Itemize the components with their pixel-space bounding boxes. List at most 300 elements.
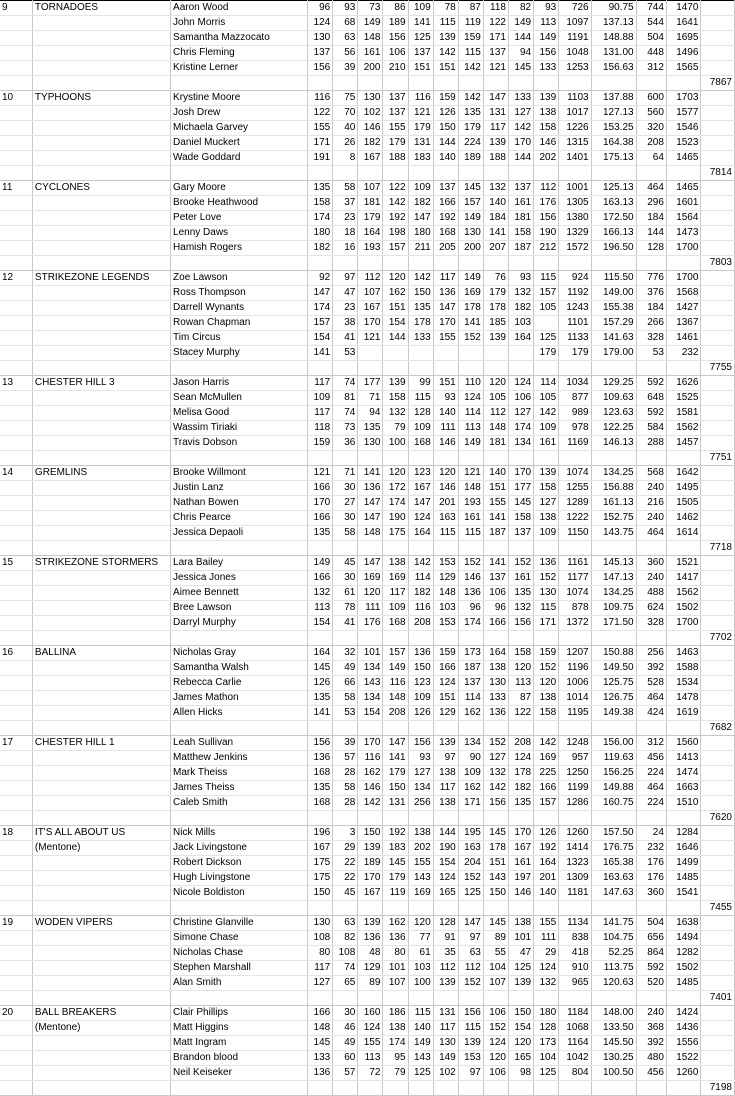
stat-cell: 151 <box>483 481 508 496</box>
team-total-cell <box>701 31 735 46</box>
stat-cell: 152 <box>458 871 483 886</box>
stat-cell: 139 <box>358 841 383 856</box>
stat-cell: 176 <box>636 871 666 886</box>
stat-cell: 161 <box>508 571 533 586</box>
stat-cell: 157.29 <box>591 316 636 331</box>
team-total-cell <box>701 646 735 661</box>
stat-cell: 152.75 <box>591 511 636 526</box>
empty-cell <box>433 631 458 646</box>
stat-cell: 127 <box>508 106 533 121</box>
stat-cell: 107 <box>383 976 408 991</box>
empty-cell <box>32 1081 170 1096</box>
stat-cell: 225 <box>534 766 559 781</box>
stat-cell: 266 <box>636 316 666 331</box>
stat-cell: 109 <box>458 766 483 781</box>
stat-cell: 910 <box>559 961 591 976</box>
stat-cell: 120 <box>383 466 408 481</box>
empty-cell <box>458 991 483 1006</box>
stat-cell: 98 <box>508 1066 533 1081</box>
stat-cell: 150 <box>358 826 383 841</box>
stat-cell: 147 <box>383 736 408 751</box>
team-rank <box>0 586 32 601</box>
stat-cell: 131 <box>383 796 408 811</box>
player-row <box>0 946 735 961</box>
team-total-cell <box>701 1021 735 1036</box>
empty-cell <box>534 631 559 646</box>
stat-cell: 115.50 <box>591 271 636 286</box>
stat-cell: 163.13 <box>591 196 636 211</box>
stat-cell: 1541 <box>666 886 701 901</box>
team-sub <box>32 691 170 706</box>
stat-cell: 170 <box>508 466 533 481</box>
empty-cell <box>408 901 433 916</box>
team-name: BALL BREAKERS <box>32 1006 170 1021</box>
player-name: Matt Ingram <box>171 1036 308 1051</box>
stat-cell: 109 <box>408 1 433 16</box>
empty-cell <box>308 901 333 916</box>
stat-cell: 28 <box>333 796 358 811</box>
stat-cell: 139 <box>358 916 383 931</box>
empty-cell <box>458 631 483 646</box>
stat-cell: 1184 <box>559 1006 591 1021</box>
stat-cell: 39 <box>333 736 358 751</box>
empty-cell <box>591 541 636 556</box>
team-rank <box>0 796 32 811</box>
stat-cell: 179 <box>483 286 508 301</box>
stat-cell: 182 <box>408 196 433 211</box>
stat-cell: 1097 <box>559 16 591 31</box>
empty-cell <box>666 631 701 646</box>
stat-cell: 464 <box>636 181 666 196</box>
stat-cell: 136 <box>458 586 483 601</box>
stat-cell: 1042 <box>559 1051 591 1066</box>
empty-cell <box>433 541 458 556</box>
team-total-cell <box>701 121 735 136</box>
empty-cell <box>666 76 701 91</box>
stat-cell: 156 <box>383 31 408 46</box>
stat-cell: 1534 <box>666 676 701 691</box>
player-name: Krystine Moore <box>171 91 308 106</box>
team-total: 7455 <box>701 901 735 916</box>
stat-cell: 139 <box>458 1036 483 1051</box>
stat-cell: 164 <box>534 856 559 871</box>
empty-cell <box>308 1081 333 1096</box>
stat-cell: 122 <box>508 706 533 721</box>
stat-cell: 90.75 <box>591 1 636 16</box>
empty-cell <box>383 166 408 181</box>
stat-cell: 102 <box>358 106 383 121</box>
stat-cell: 153 <box>433 556 458 571</box>
stat-cell: 124 <box>308 16 333 31</box>
player-name: Wassim Tiriaki <box>171 421 308 436</box>
empty-cell <box>483 541 508 556</box>
team-rank <box>0 31 32 46</box>
stat-cell: 101 <box>358 646 383 661</box>
stat-cell: 109.63 <box>591 391 636 406</box>
stat-cell: 137 <box>383 106 408 121</box>
player-name: Jack Livingstone <box>171 841 308 856</box>
team-rank <box>0 616 32 631</box>
stat-cell: 77 <box>408 931 433 946</box>
stat-cell: 168 <box>433 226 458 241</box>
stat-cell: 448 <box>636 46 666 61</box>
stat-cell: 117 <box>433 1021 458 1036</box>
stat-cell: 157 <box>383 646 408 661</box>
stat-cell: 120 <box>534 676 559 691</box>
stat-cell: 105 <box>534 301 559 316</box>
stat-cell: 204 <box>458 856 483 871</box>
empty-cell <box>458 166 483 181</box>
stat-cell: 171 <box>458 796 483 811</box>
stat-cell: 63 <box>333 916 358 931</box>
stat-cell: 174 <box>383 1036 408 1051</box>
stat-cell: 3 <box>333 826 358 841</box>
team-total-cell <box>701 91 735 106</box>
empty-cell <box>559 256 591 271</box>
stat-cell: 1286 <box>559 796 591 811</box>
empty-cell <box>534 166 559 181</box>
stat-cell: 179 <box>458 121 483 136</box>
team-total: 7198 <box>701 1081 735 1096</box>
stat-cell: 148 <box>383 691 408 706</box>
empty-cell <box>534 811 559 826</box>
stat-cell: 106 <box>483 1066 508 1081</box>
empty-cell <box>383 541 408 556</box>
stat-cell: 179 <box>559 346 591 361</box>
stat-cell: 456 <box>636 751 666 766</box>
stat-cell: 112 <box>433 961 458 976</box>
standings-body <box>0 1 735 1096</box>
stat-cell: 134.25 <box>591 586 636 601</box>
stat-cell: 97 <box>433 751 458 766</box>
empty-cell <box>666 541 701 556</box>
stat-cell: 193 <box>458 496 483 511</box>
stat-cell: 120 <box>433 466 458 481</box>
empty-cell <box>666 1081 701 1096</box>
player-row <box>0 91 735 106</box>
player-row <box>0 601 735 616</box>
stat-cell: 207 <box>483 241 508 256</box>
team-sub <box>32 31 170 46</box>
stat-cell: 1485 <box>666 871 701 886</box>
stat-cell: 120 <box>508 661 533 676</box>
stat-cell: 120 <box>483 376 508 391</box>
stat-cell: 600 <box>636 91 666 106</box>
stat-cell: 122 <box>483 16 508 31</box>
stat-cell: 93 <box>408 751 433 766</box>
team-rank <box>0 886 32 901</box>
empty-cell <box>308 76 333 91</box>
empty-cell <box>666 361 701 376</box>
empty-cell <box>171 631 308 646</box>
empty-cell <box>408 811 433 826</box>
player-name: Christine Glanville <box>171 916 308 931</box>
empty-cell <box>433 256 458 271</box>
stat-cell: 224 <box>636 766 666 781</box>
stat-cell: 124 <box>408 511 433 526</box>
stat-cell: 70 <box>333 106 358 121</box>
stat-cell: 140 <box>433 151 458 166</box>
empty-cell <box>383 361 408 376</box>
empty-cell <box>433 451 458 466</box>
stat-cell: 124 <box>508 376 533 391</box>
stat-cell: 30 <box>333 1006 358 1021</box>
stat-cell: 141 <box>483 556 508 571</box>
stat-cell: 128 <box>636 241 666 256</box>
stat-cell: 183 <box>408 151 433 166</box>
empty-cell <box>0 166 32 181</box>
stat-cell: 864 <box>636 946 666 961</box>
empty-cell <box>559 901 591 916</box>
stat-cell: 124 <box>458 391 483 406</box>
stat-cell: 122 <box>383 181 408 196</box>
player-name: James Theiss <box>171 781 308 796</box>
stat-cell: 142 <box>508 121 533 136</box>
empty-cell <box>333 166 358 181</box>
stat-cell: 138 <box>534 691 559 706</box>
team-total-row <box>0 361 735 376</box>
team-rank: 11 <box>0 181 32 196</box>
empty-cell <box>308 541 333 556</box>
stat-cell: 169 <box>458 286 483 301</box>
empty-cell <box>408 76 433 91</box>
stat-cell: 464 <box>636 781 666 796</box>
player-row <box>0 1006 735 1021</box>
stat-cell: 177 <box>508 481 533 496</box>
stat-cell: 122.25 <box>591 421 636 436</box>
stat-cell: 142 <box>534 406 559 421</box>
stat-cell: 94 <box>508 46 533 61</box>
stat-cell: 149 <box>508 16 533 31</box>
empty-cell <box>483 631 508 646</box>
team-total-cell <box>701 376 735 391</box>
stat-cell: 164.38 <box>591 136 636 151</box>
stat-cell: 133.50 <box>591 1021 636 1036</box>
team-total-cell <box>701 526 735 541</box>
empty-cell <box>534 721 559 736</box>
empty-cell <box>483 1081 508 1096</box>
stat-cell: 1474 <box>666 766 701 781</box>
stat-cell: 179 <box>383 136 408 151</box>
team-total-cell <box>701 436 735 451</box>
stat-cell: 181 <box>508 211 533 226</box>
player-name: Bree Lawson <box>171 601 308 616</box>
stat-cell: 168 <box>308 766 333 781</box>
empty-cell <box>591 166 636 181</box>
stat-cell: 118 <box>308 421 333 436</box>
stat-cell: 171 <box>308 136 333 151</box>
empty-cell <box>591 811 636 826</box>
empty-cell <box>636 361 666 376</box>
player-row <box>0 571 735 586</box>
team-sub <box>32 406 170 421</box>
team-total-cell <box>701 481 735 496</box>
stat-cell: 36 <box>333 436 358 451</box>
empty-cell <box>508 256 533 271</box>
player-name: Mark Theiss <box>171 766 308 781</box>
stat-cell: 1103 <box>559 91 591 106</box>
stat-cell: 112 <box>358 271 383 286</box>
stat-cell: 1485 <box>666 976 701 991</box>
stat-cell: 189 <box>383 16 408 31</box>
empty-cell <box>32 901 170 916</box>
stat-cell: 23 <box>333 301 358 316</box>
stat-cell: 1700 <box>666 616 701 631</box>
team-sub <box>32 211 170 226</box>
stat-cell: 125.13 <box>591 181 636 196</box>
stat-cell: 1164 <box>559 1036 591 1051</box>
stat-cell: 141.63 <box>591 331 636 346</box>
player-row <box>0 1036 735 1051</box>
team-total-row <box>0 811 735 826</box>
team-sub <box>32 196 170 211</box>
stat-cell: 624 <box>636 601 666 616</box>
stat-cell: 73 <box>333 421 358 436</box>
stat-cell: 152 <box>483 736 508 751</box>
stat-cell: 1017 <box>559 106 591 121</box>
stat-cell: 184 <box>483 211 508 226</box>
stat-cell: 156.63 <box>591 61 636 76</box>
stat-cell: 1413 <box>666 751 701 766</box>
team-rank <box>0 1021 32 1036</box>
stat-cell: 128 <box>433 916 458 931</box>
stat-cell: 139 <box>534 91 559 106</box>
stat-cell: 72 <box>358 1066 383 1081</box>
stat-cell: 113 <box>458 421 483 436</box>
empty-cell <box>383 811 408 826</box>
team-sub <box>32 976 170 991</box>
stat-cell: 148 <box>308 1021 333 1036</box>
empty-cell <box>508 166 533 181</box>
stat-cell: 182 <box>358 136 383 151</box>
team-total-cell <box>701 211 735 226</box>
stat-cell: 156 <box>483 796 508 811</box>
stat-cell: 55 <box>483 946 508 961</box>
team-rank <box>0 106 32 121</box>
stat-cell: 153 <box>433 616 458 631</box>
stat-cell: 147.63 <box>591 886 636 901</box>
player-name: Hamish Rogers <box>171 241 308 256</box>
team-rank <box>0 1036 32 1051</box>
player-row <box>0 241 735 256</box>
stat-cell: 210 <box>383 61 408 76</box>
team-sub <box>32 436 170 451</box>
stat-cell: 157 <box>458 196 483 211</box>
stat-cell: 1560 <box>666 736 701 751</box>
stat-cell: 1473 <box>666 226 701 241</box>
stat-cell: 155 <box>358 1036 383 1051</box>
empty-cell <box>333 901 358 916</box>
team-total-row <box>0 631 735 646</box>
empty-cell <box>408 361 433 376</box>
empty-cell <box>333 256 358 271</box>
team-sub <box>32 151 170 166</box>
stat-cell: 149 <box>458 436 483 451</box>
stat-cell: 23 <box>333 211 358 226</box>
empty-cell <box>559 631 591 646</box>
stat-cell: 109 <box>308 391 333 406</box>
stat-cell: 155.38 <box>591 301 636 316</box>
player-name: John Morris <box>171 16 308 31</box>
stat-cell: 145 <box>483 826 508 841</box>
stat-cell: 134 <box>458 736 483 751</box>
stat-cell: 1646 <box>666 841 701 856</box>
stat-cell: 1494 <box>666 931 701 946</box>
stat-cell: 47 <box>508 946 533 961</box>
stat-cell: 132 <box>508 286 533 301</box>
stat-cell: 1521 <box>666 556 701 571</box>
empty-cell <box>408 631 433 646</box>
stat-cell: 133 <box>308 1051 333 1066</box>
stat-cell: 1619 <box>666 706 701 721</box>
stat-cell: 101 <box>508 931 533 946</box>
stat-cell: 152 <box>534 571 559 586</box>
empty-cell <box>383 76 408 91</box>
stat-cell: 1465 <box>666 181 701 196</box>
team-total-row <box>0 451 735 466</box>
stat-cell: 120 <box>358 586 383 601</box>
player-row <box>0 706 735 721</box>
stat-cell: 53 <box>333 706 358 721</box>
stat-cell: 103 <box>408 961 433 976</box>
stat-cell: 125 <box>408 31 433 46</box>
stat-cell: 61 <box>333 586 358 601</box>
team-rank <box>0 61 32 76</box>
stat-cell: 592 <box>636 376 666 391</box>
stat-cell: 173 <box>534 1036 559 1051</box>
empty-cell <box>408 991 433 1006</box>
empty-cell <box>171 256 308 271</box>
player-name: Jessica Jones <box>171 571 308 586</box>
empty-cell <box>308 811 333 826</box>
stat-cell: 1502 <box>666 601 701 616</box>
player-row <box>0 556 735 571</box>
team-total-cell <box>701 16 735 31</box>
stat-cell: 1461 <box>666 331 701 346</box>
stat-cell: 1177 <box>559 571 591 586</box>
team-sub <box>32 106 170 121</box>
stat-cell: 149 <box>458 271 483 286</box>
team-total-row <box>0 721 735 736</box>
stat-cell: 957 <box>559 751 591 766</box>
team-total-cell <box>701 1051 735 1066</box>
empty-cell <box>666 166 701 181</box>
stat-cell: 147 <box>358 556 383 571</box>
stat-cell: 143.75 <box>591 526 636 541</box>
player-name: Peter Love <box>171 211 308 226</box>
empty-cell <box>666 811 701 826</box>
stat-cell: 47 <box>333 286 358 301</box>
stat-cell: 127 <box>534 496 559 511</box>
stat-cell: 1588 <box>666 661 701 676</box>
stat-cell: 75 <box>333 91 358 106</box>
empty-cell <box>458 451 483 466</box>
stat-cell: 136 <box>358 481 383 496</box>
stat-cell: 360 <box>636 556 666 571</box>
team-sub <box>32 856 170 871</box>
empty-cell <box>0 451 32 466</box>
empty-cell <box>333 451 358 466</box>
team-sub <box>32 781 170 796</box>
stat-cell: 116 <box>358 751 383 766</box>
empty-cell <box>534 361 559 376</box>
stat-cell: 142 <box>408 271 433 286</box>
stat-cell: 166 <box>433 661 458 676</box>
stat-cell: 144 <box>433 826 458 841</box>
stat-cell: 161 <box>458 511 483 526</box>
stat-cell: 142 <box>383 196 408 211</box>
team-sub <box>32 526 170 541</box>
